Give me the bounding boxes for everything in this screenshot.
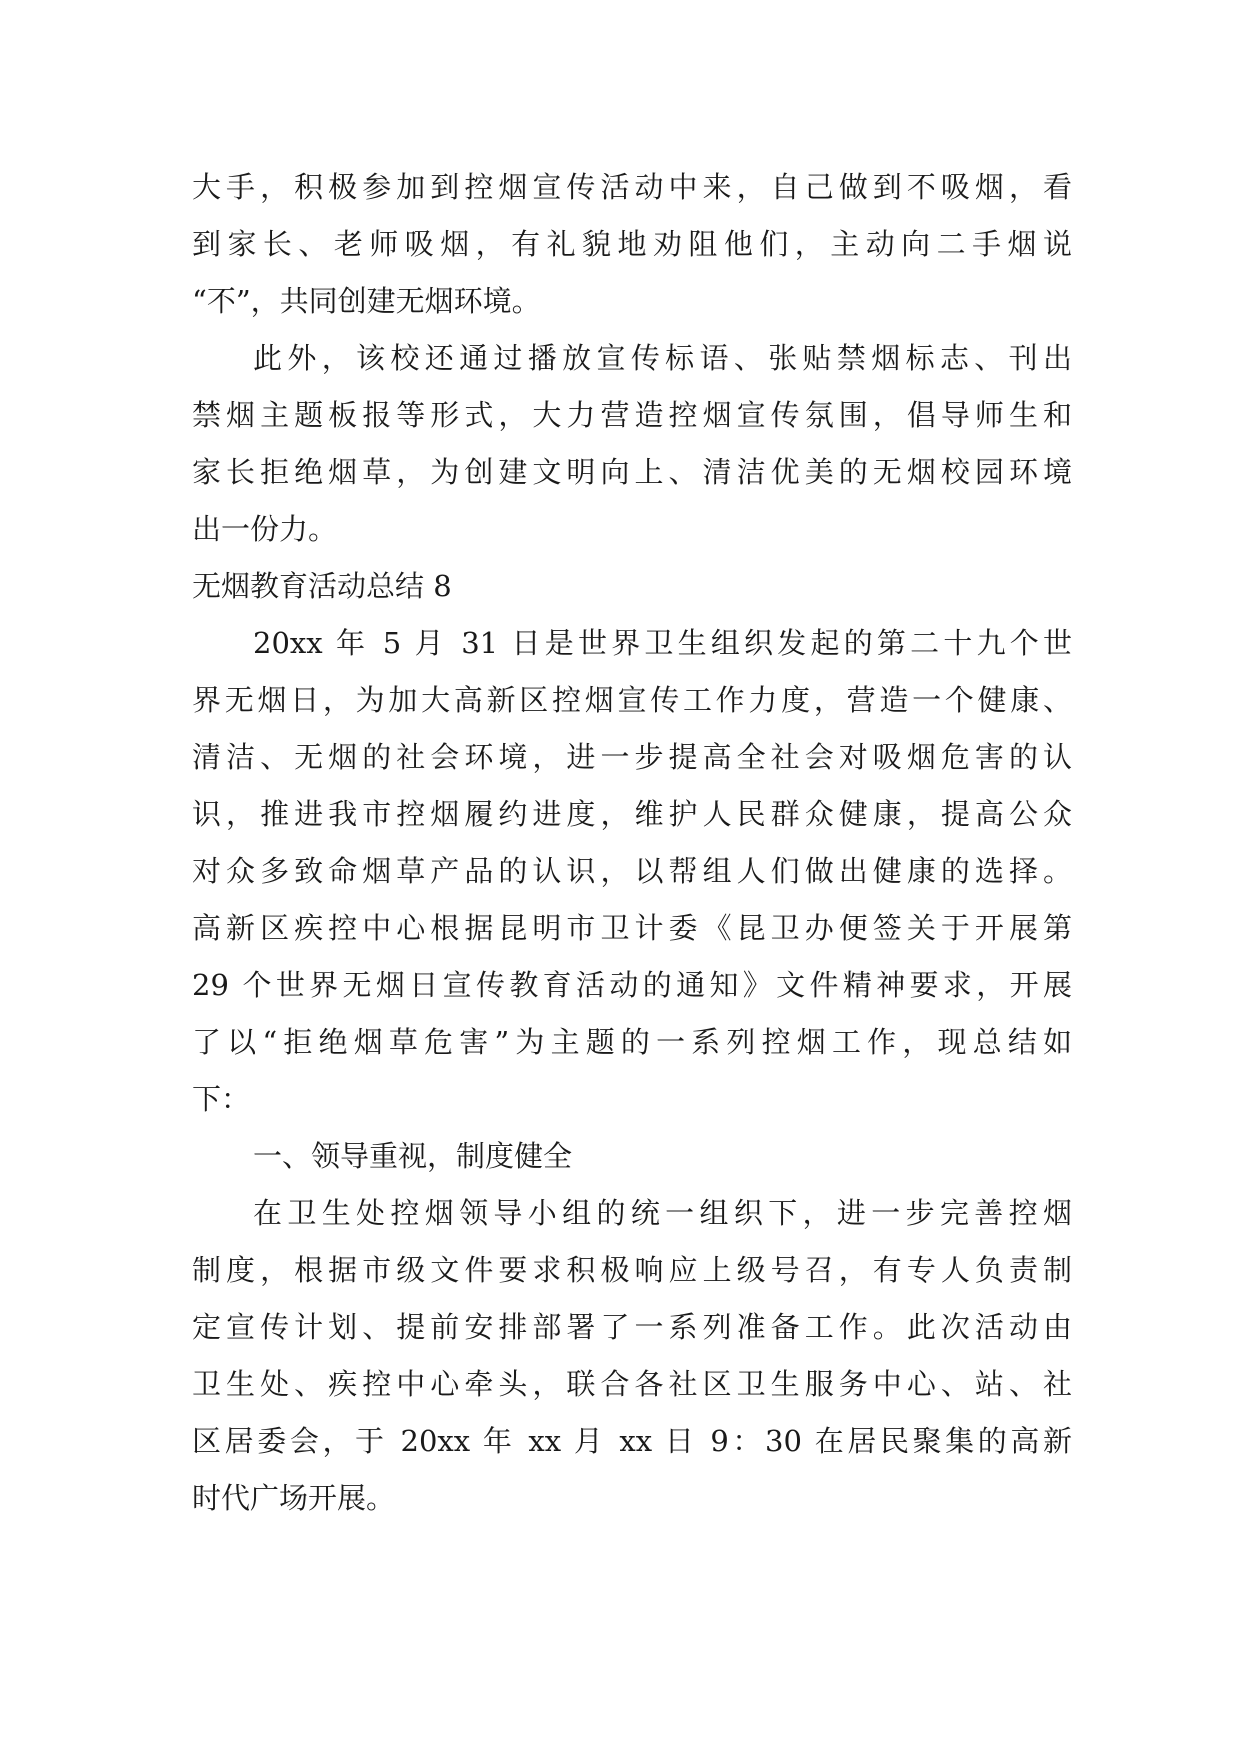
para4-line-6: 时代广场开展。 xyxy=(192,1481,396,1515)
para4-line-4: 卫生处、疾控中心牵头，联合各社区卫生服务中心、站、社 xyxy=(192,1367,1072,1401)
para2-line-1: 此外，该校还通过播放宣传标语、张贴禁烟标志、刊出 xyxy=(253,341,1072,375)
para3-line-4: 识，推进我市控烟履约进度，维护人民群众健康，提高公众 xyxy=(192,797,1072,831)
para4-line-2: 制度，根据市级文件要求积极响应上级号召，有专人负责制 xyxy=(192,1253,1072,1287)
para3-line-9: 下： xyxy=(192,1082,251,1116)
para4-line-3: 定宣传计划、提前安排部署了一系列准备工作。此次活动由 xyxy=(192,1310,1072,1344)
para2-line-2: 禁烟主题板报等形式，大力营造控烟宣传氛围，倡导师生和 xyxy=(192,398,1072,432)
para3-line-8: 了以“拒绝烟草危害”为主题的一系列控烟工作，现总结如 xyxy=(192,1025,1072,1059)
para1-line-3: “不”，共同创建无烟环境。 xyxy=(192,284,541,318)
para3-line-7: 29 个世界无烟日宣传教育活动的通知》文件精神要求，开展 xyxy=(192,968,1072,1002)
para4-line-5: 区居委会，于 20xx 年 xx 月 xx 日 9：30 在居民聚集的高新 xyxy=(192,1424,1072,1458)
para1-line-1: 大手，积极参加到控烟宣传活动中来，自己做到不吸烟，看 xyxy=(192,170,1072,204)
para3-line-1: 20xx 年 5 月 31 日是世界卫生组织发起的第二十九个世 xyxy=(253,626,1072,660)
para1-line-2: 到家长、老师吸烟，有礼貌地劝阻他们，主动向二手烟说 xyxy=(192,227,1072,261)
para2-line-4: 出一份力。 xyxy=(192,512,338,546)
subsection-heading: 一、领导重视，制度健全 xyxy=(253,1139,573,1173)
para3-line-5: 对众多致命烟草产品的认识，以帮组人们做出健康的选择。 xyxy=(192,854,1072,888)
para4-line-1: 在卫生处控烟领导小组的统一组织下，进一步完善控烟 xyxy=(253,1196,1072,1230)
section-title: 无烟教育活动总结 8 xyxy=(192,569,452,603)
para3-line-3: 清洁、无烟的社会环境，进一步提高全社会对吸烟危害的认 xyxy=(192,740,1072,774)
para3-line-6: 高新区疾控中心根据昆明市卫计委《昆卫办便签关于开展第 xyxy=(192,911,1072,945)
para3-line-2: 界无烟日，为加大高新区控烟宣传工作力度，营造一个健康、 xyxy=(192,683,1072,717)
para2-line-3: 家长拒绝烟草，为创建文明向上、清洁优美的无烟校园环境 xyxy=(192,455,1072,489)
